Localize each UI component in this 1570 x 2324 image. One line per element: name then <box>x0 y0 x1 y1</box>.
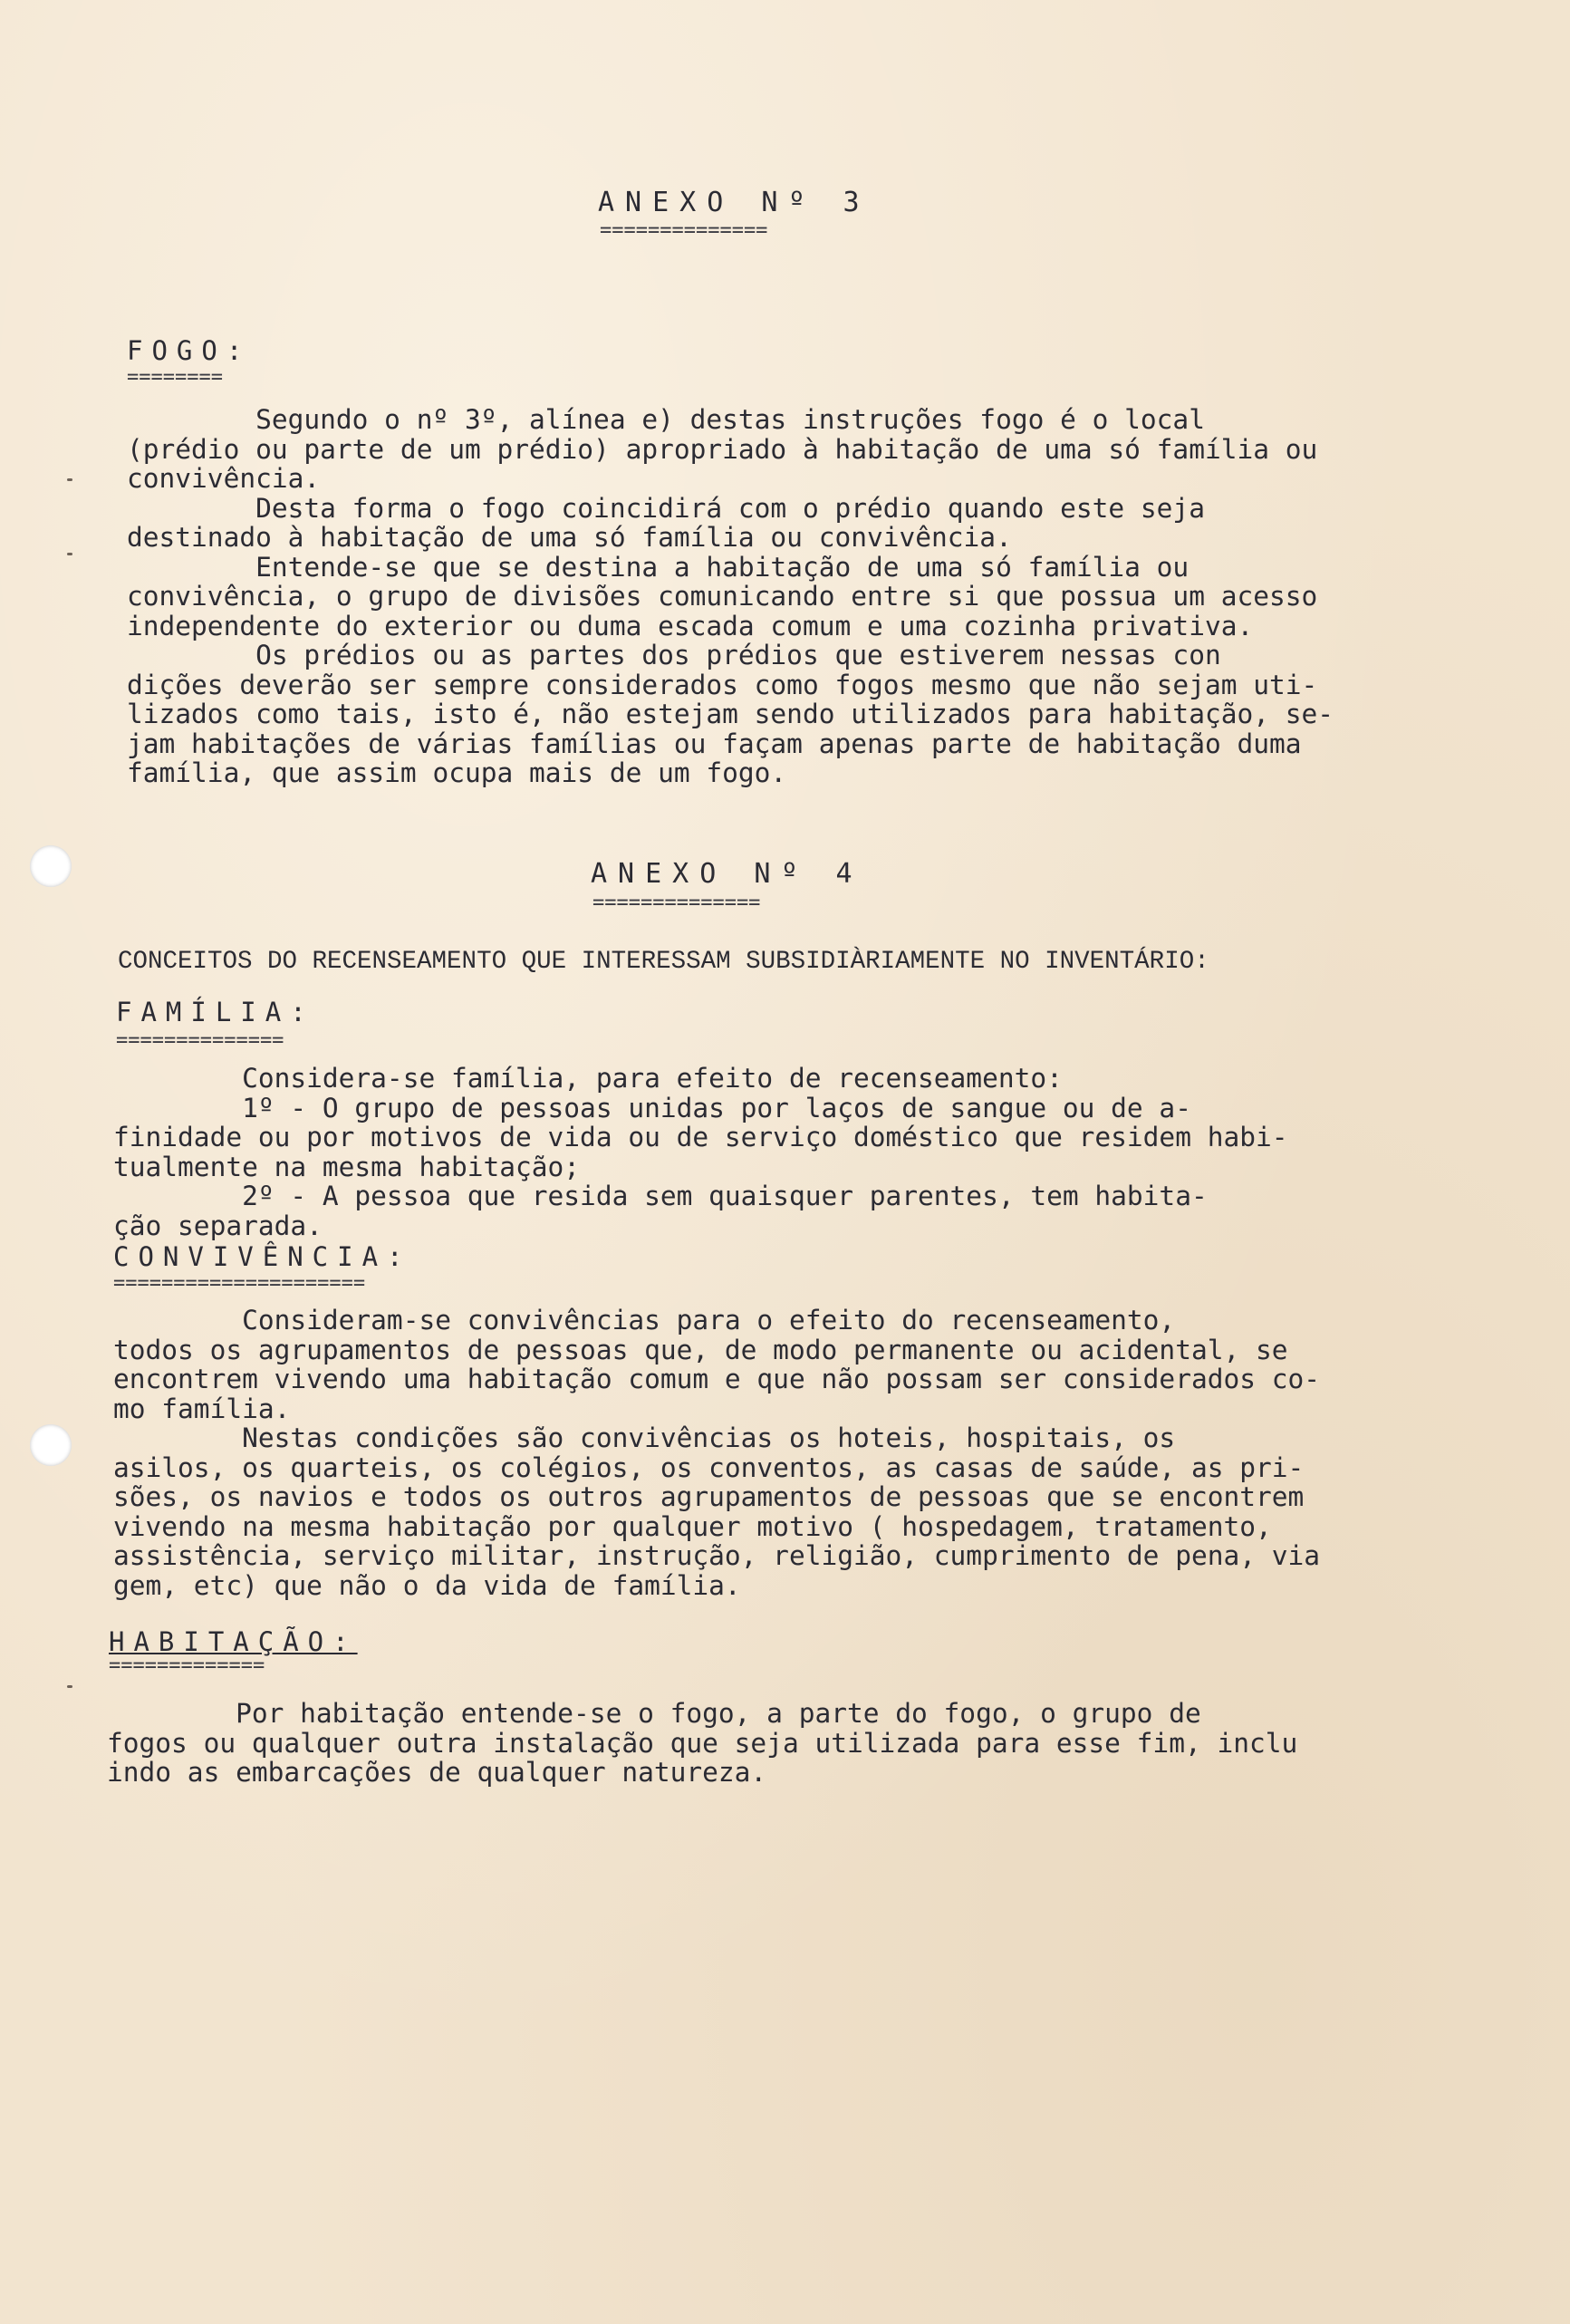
anexo-3-title-underline: ============== <box>600 225 768 237</box>
anexo-4-title: ANEXO Nº 4 <box>591 858 863 890</box>
text-line: convivência, o grupo de divisões comunicando entre si que possua um acesso <box>127 581 1318 612</box>
familia-heading: FAMÍLIA: <box>116 997 315 1027</box>
margin-mark <box>67 553 72 555</box>
text-line: finidade ou por motivos de vida ou de serviço doméstico que residem habi- <box>113 1122 1288 1152</box>
text-line: Segundo o nº 3º, alínea e) destas instruções fogo é o local <box>127 404 1205 435</box>
text-line: encontrem vivendo uma habitação comum e que não possam ser considerados co- <box>113 1364 1321 1394</box>
text-line: Desta forma o fogo coincidirá com o prédio quando este seja <box>127 492 1205 524</box>
convivencia-heading-underline: ===================== <box>113 1278 366 1290</box>
text-line: ção separada. <box>113 1210 323 1241</box>
convivencia-heading: CONVIVÊNCIA: <box>113 1241 412 1272</box>
text-line: convivência. <box>127 463 321 494</box>
anexo-4-subtitle: CONCEITOS DO RECENSEAMENTO QUE INTERESSAM SUBSIDIÀRIAMENTE NO INVENTÁRIO: <box>118 948 1209 976</box>
text-line: Consideram-se convivências para o efeito do recenseamento, <box>113 1305 1176 1336</box>
fogo-heading-underline: ======== <box>127 371 223 384</box>
text-line: assistência, serviço militar, instrução, religião, cumprimento de pena, via <box>113 1540 1321 1571</box>
text-line: mo família. <box>113 1393 291 1424</box>
anexo-3-title: ANEXO Nº 3 <box>598 187 871 218</box>
text-line: (prédio ou parte de um prédio) apropriado à habitação de uma só família ou <box>127 433 1318 465</box>
text-line: fogos ou qualquer outra instalação que seja utilizada para esse fim, inclu <box>107 1727 1298 1759</box>
text-line: indo as embarcações de qualquer natureza. <box>107 1757 767 1788</box>
fogo-heading: FOGO: <box>127 335 252 366</box>
text-line: Por habitação entende-se o fogo, a parte do fogo, o grupo de <box>107 1698 1201 1729</box>
text-line: 2º - A pessoa que resida sem quaisquer parentes, tem habita- <box>113 1181 1208 1211</box>
text-line: sões, os navios e todos os outros agrupamentos de pessoas que se encontrem <box>113 1481 1305 1512</box>
habitacao-heading-underline: ============= <box>109 1660 265 1673</box>
text-line: jam habitações de várias famílias ou façam apenas parte de habitação duma <box>127 728 1302 759</box>
text-line: destinado à habitação de uma só família ou convivência. <box>127 522 1012 553</box>
familia-heading-underline: ============== <box>116 1035 284 1047</box>
text-line: tualmente na mesma habitação; <box>113 1151 581 1182</box>
margin-mark <box>67 478 72 481</box>
text-line: Considera-se família, para efeito de recenseamento: <box>113 1063 1063 1094</box>
margin-mark <box>67 1685 72 1688</box>
text-line: asilos, os quarteis, os colégios, os conventos, as casas de saúde, as pri- <box>113 1451 1305 1483</box>
anexo-4-title-underline: ============== <box>592 897 761 910</box>
text-line: lizados como tais, isto é, não estejam sendo utilizados para habitação, se- <box>127 699 1334 729</box>
punch-hole-bottom <box>30 1424 72 1466</box>
text-line: Os prédios ou as partes dos prédios que estiverem nessas con <box>127 640 1221 670</box>
punch-hole-top <box>30 845 72 887</box>
text-line: família, que assim ocupa mais de um fogo. <box>127 757 787 788</box>
habitacao-heading: HABITAÇÃO: <box>109 1626 358 1657</box>
text-line: 1º - O grupo de pessoas unidas por laços de sangue ou de a- <box>113 1092 1191 1123</box>
text-line: vivendo na mesma habitação por qualquer motivo ( hospedagem, tratamento, <box>113 1510 1272 1542</box>
text-line: todos os agrupamentos de pessoas que, de modo permanente ou acidental, se <box>113 1334 1288 1365</box>
text-line: Entende-se que se destina a habitação de uma só família ou <box>127 551 1190 583</box>
text-line: independente do exterior ou duma escada comum e uma cozinha privativa. <box>127 610 1254 641</box>
text-line: Nestas condições são convivências os hoteis, hospitais, os <box>113 1422 1176 1453</box>
text-line: dições deverão ser sempre considerados como fogos mesmo que não sejam uti- <box>127 669 1318 700</box>
text-line: gem, etc) que não o da vida de família. <box>113 1569 741 1601</box>
